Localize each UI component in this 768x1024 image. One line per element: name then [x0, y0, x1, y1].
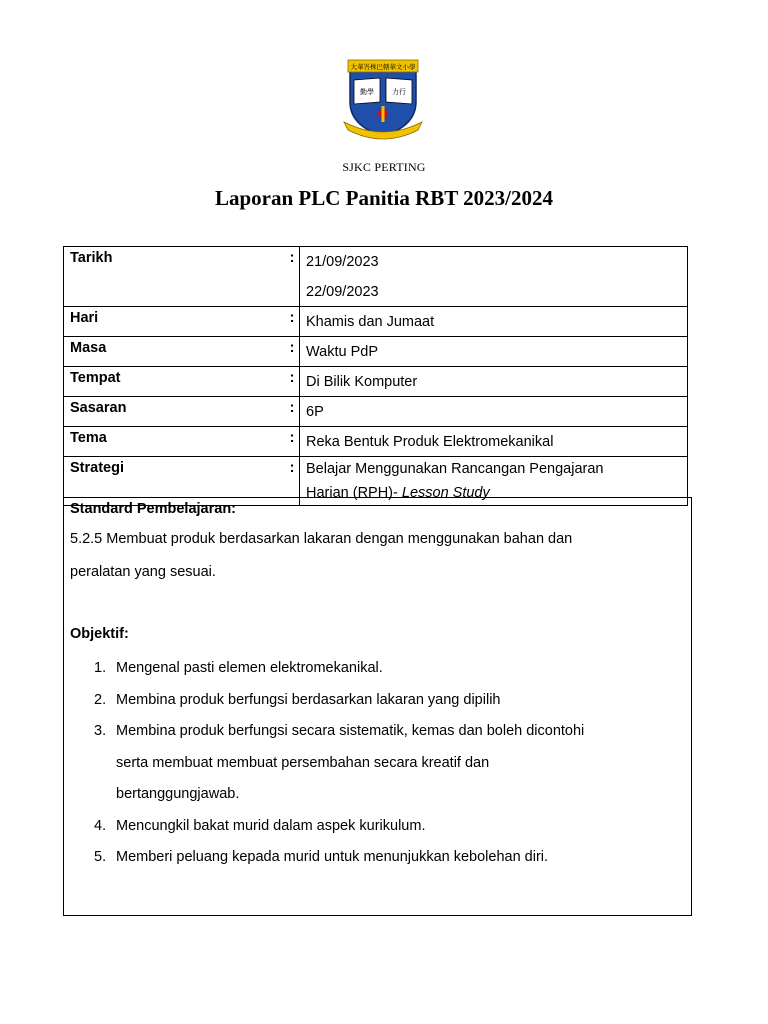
- objektif-text: Mengenal pasti elemen elektromekanikal.: [116, 660, 383, 676]
- objektif-item: [70, 842, 670, 874]
- info-colon: :: [285, 367, 300, 397]
- objektif-list: [70, 653, 670, 874]
- info-value: Khamis dan Jumaat: [300, 307, 688, 337]
- info-value: Di Bilik Komputer: [300, 367, 688, 397]
- info-value: [300, 247, 688, 307]
- objektif-heading: Objektif:: [70, 626, 129, 642]
- info-row-tema: [64, 427, 688, 457]
- info-colon: :: [285, 307, 300, 337]
- objektif-text: bertanggungjawab.: [116, 786, 240, 802]
- objektif-text: Memberi peluang kepada murid untuk menunjukkan kebolehan diri.: [116, 849, 549, 865]
- crest-book-left-text: 勤學: [360, 88, 374, 96]
- crest-torch-stem: [382, 106, 385, 122]
- objektif-number: 5.: [94, 849, 107, 865]
- info-label: Hari: [64, 307, 286, 337]
- info-label: Masa: [64, 337, 286, 367]
- objektif-item: [70, 716, 670, 811]
- info-value-line: 21/09/2023: [306, 254, 379, 270]
- objektif-text: Membina produk berfungsi secara sistematik, kemas dan boleh dicontohi: [116, 723, 585, 739]
- info-row-sasaran: [64, 397, 688, 427]
- info-value: 6P: [300, 397, 688, 427]
- school-name: SJKC PERTING: [342, 160, 426, 174]
- info-row-tarikh: [64, 247, 688, 307]
- objektif-text: serta membuat membuat persembahan secara kreatif dan: [116, 754, 490, 771]
- objektif-number: 3.: [94, 723, 107, 739]
- info-value-line: 22/09/2023: [306, 284, 379, 300]
- info-value: Reka Bentuk Produk Elektromekanikal: [300, 427, 688, 457]
- objektif-number: 1.: [94, 660, 107, 676]
- objektif-text: Mencungkil bakat murid dalam aspek kurikulum.: [116, 817, 426, 834]
- content-box: [63, 497, 692, 916]
- report-title: Laporan PLC Panitia RBT 2023/2024: [215, 186, 553, 210]
- info-colon: :: [285, 397, 300, 427]
- info-value-italic: Lesson Study: [401, 485, 490, 501]
- objektif-item: [70, 811, 670, 843]
- standard-line: peralatan yang sesuai.: [70, 564, 216, 580]
- info-row-hari: [64, 307, 688, 337]
- objektif-number: 2.: [94, 691, 107, 708]
- objektif-item: [70, 685, 670, 717]
- info-row-tempat: [64, 367, 688, 397]
- info-row-masa: [64, 337, 688, 367]
- info-label: Tema: [64, 427, 286, 457]
- standard-heading: Standard Pembelajaran:: [70, 501, 236, 517]
- info-colon: :: [285, 247, 300, 307]
- info-table: [63, 246, 688, 506]
- crest-book-right-text: 力行: [392, 88, 406, 96]
- standard-line: 5.2.5 Membuat produk berdasarkan lakaran dengan menggunakan bahan dan: [70, 531, 573, 547]
- objektif-item: [70, 653, 670, 685]
- info-label: Strategi: [64, 457, 286, 506]
- school-crest-logo: [340, 56, 426, 142]
- info-colon: :: [285, 457, 300, 506]
- info-label: Sasaran: [64, 397, 286, 427]
- info-value-line: Belajar Menggunakan Rancangan Pengajaran: [306, 461, 604, 477]
- info-value-text: Harian (RPH)-: [306, 485, 402, 501]
- info-colon: :: [285, 337, 300, 367]
- objektif-number: 4.: [94, 817, 107, 834]
- objektif-text: Membina produk berfungsi berdasarkan lakaran yang dipilih: [116, 691, 501, 708]
- info-label: Tarikh: [64, 247, 286, 307]
- info-colon: :: [285, 427, 300, 457]
- info-label: Tempat: [64, 367, 286, 397]
- info-value: Waktu PdP: [300, 337, 688, 367]
- crest-banner-text: 大華峇株巴轄華文小學: [350, 63, 416, 71]
